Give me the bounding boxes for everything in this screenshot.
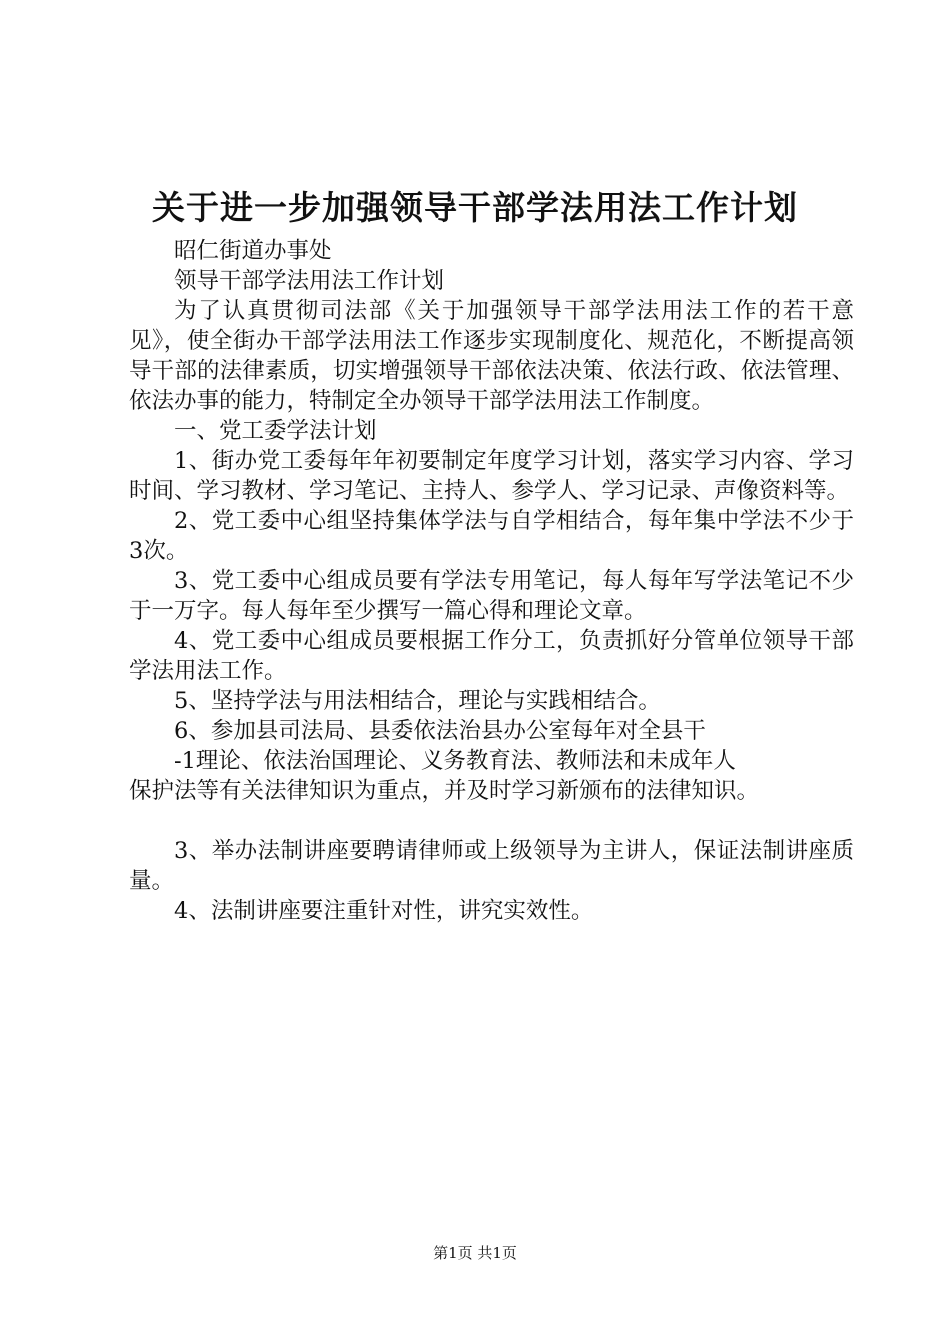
section-heading: 一、党工委学法计划 (174, 418, 377, 444)
intro-paragraph: 为了认真贯彻司法部《关于加强领导干部学法用法工作的若干意见》，使全街办干部学法用法工作逐步实现制度化、规范化，不断提高领导干部的法律素质，切实增强领导干部依法决策、依法行政、依法管理、依法办事的能力，特制定全办领导干部学法用法工作制度。 (129, 298, 854, 414)
paragraph-gap (129, 806, 854, 836)
subtitle-line: 领导干部学法用法工作计划 (174, 268, 445, 294)
issuer-line: 昭仁街道办事处 (174, 238, 332, 264)
document-title: 关于进一步加强领导干部学法用法工作计划 (152, 188, 798, 227)
page-footer: 第1页 共1页 (433, 1244, 517, 1262)
fragment-line: -1理论、依法治国理论、义务教育法、教师法和未成年人 (174, 748, 736, 774)
list-item-6: 6、参加县司法局、县委依法治县办公室每年对全县干 (174, 718, 706, 744)
list-item-1: 1、街办党工委每年年初要制定年度学习计划，落实学习内容、学习时间、学习教材、学习笔记、主持人、参学人、学习记录、声像资料等。 (129, 448, 854, 504)
lecture-item-3: 3、举办法制讲座要聘请律师或上级领导为主讲人，保证法制讲座质量。 (129, 838, 854, 894)
list-item-2: 2、党工委中心组坚持集体学法与自学相结合，每年集中学法不少于3次。 (129, 508, 854, 564)
document-body (129, 236, 854, 926)
lecture-item-4: 4、法制讲座要注重针对性，讲究实效性。 (174, 898, 594, 924)
list-item-3: 3、党工委中心组成员要有学法专用笔记，每人每年写学法笔记不少于一万字。每人每年至少撰写一篇心得和理论文章。 (129, 568, 854, 624)
fragment-continuation: 保护法等有关法律知识为重点，并及时学习新颁布的法律知识。 (129, 778, 760, 804)
list-item-5: 5、坚持学法与用法相结合，理论与实践相结合。 (174, 688, 661, 714)
list-item-4: 4、党工委中心组成员要根据工作分工，负责抓好分管单位领导干部学法用法工作。 (129, 628, 854, 684)
